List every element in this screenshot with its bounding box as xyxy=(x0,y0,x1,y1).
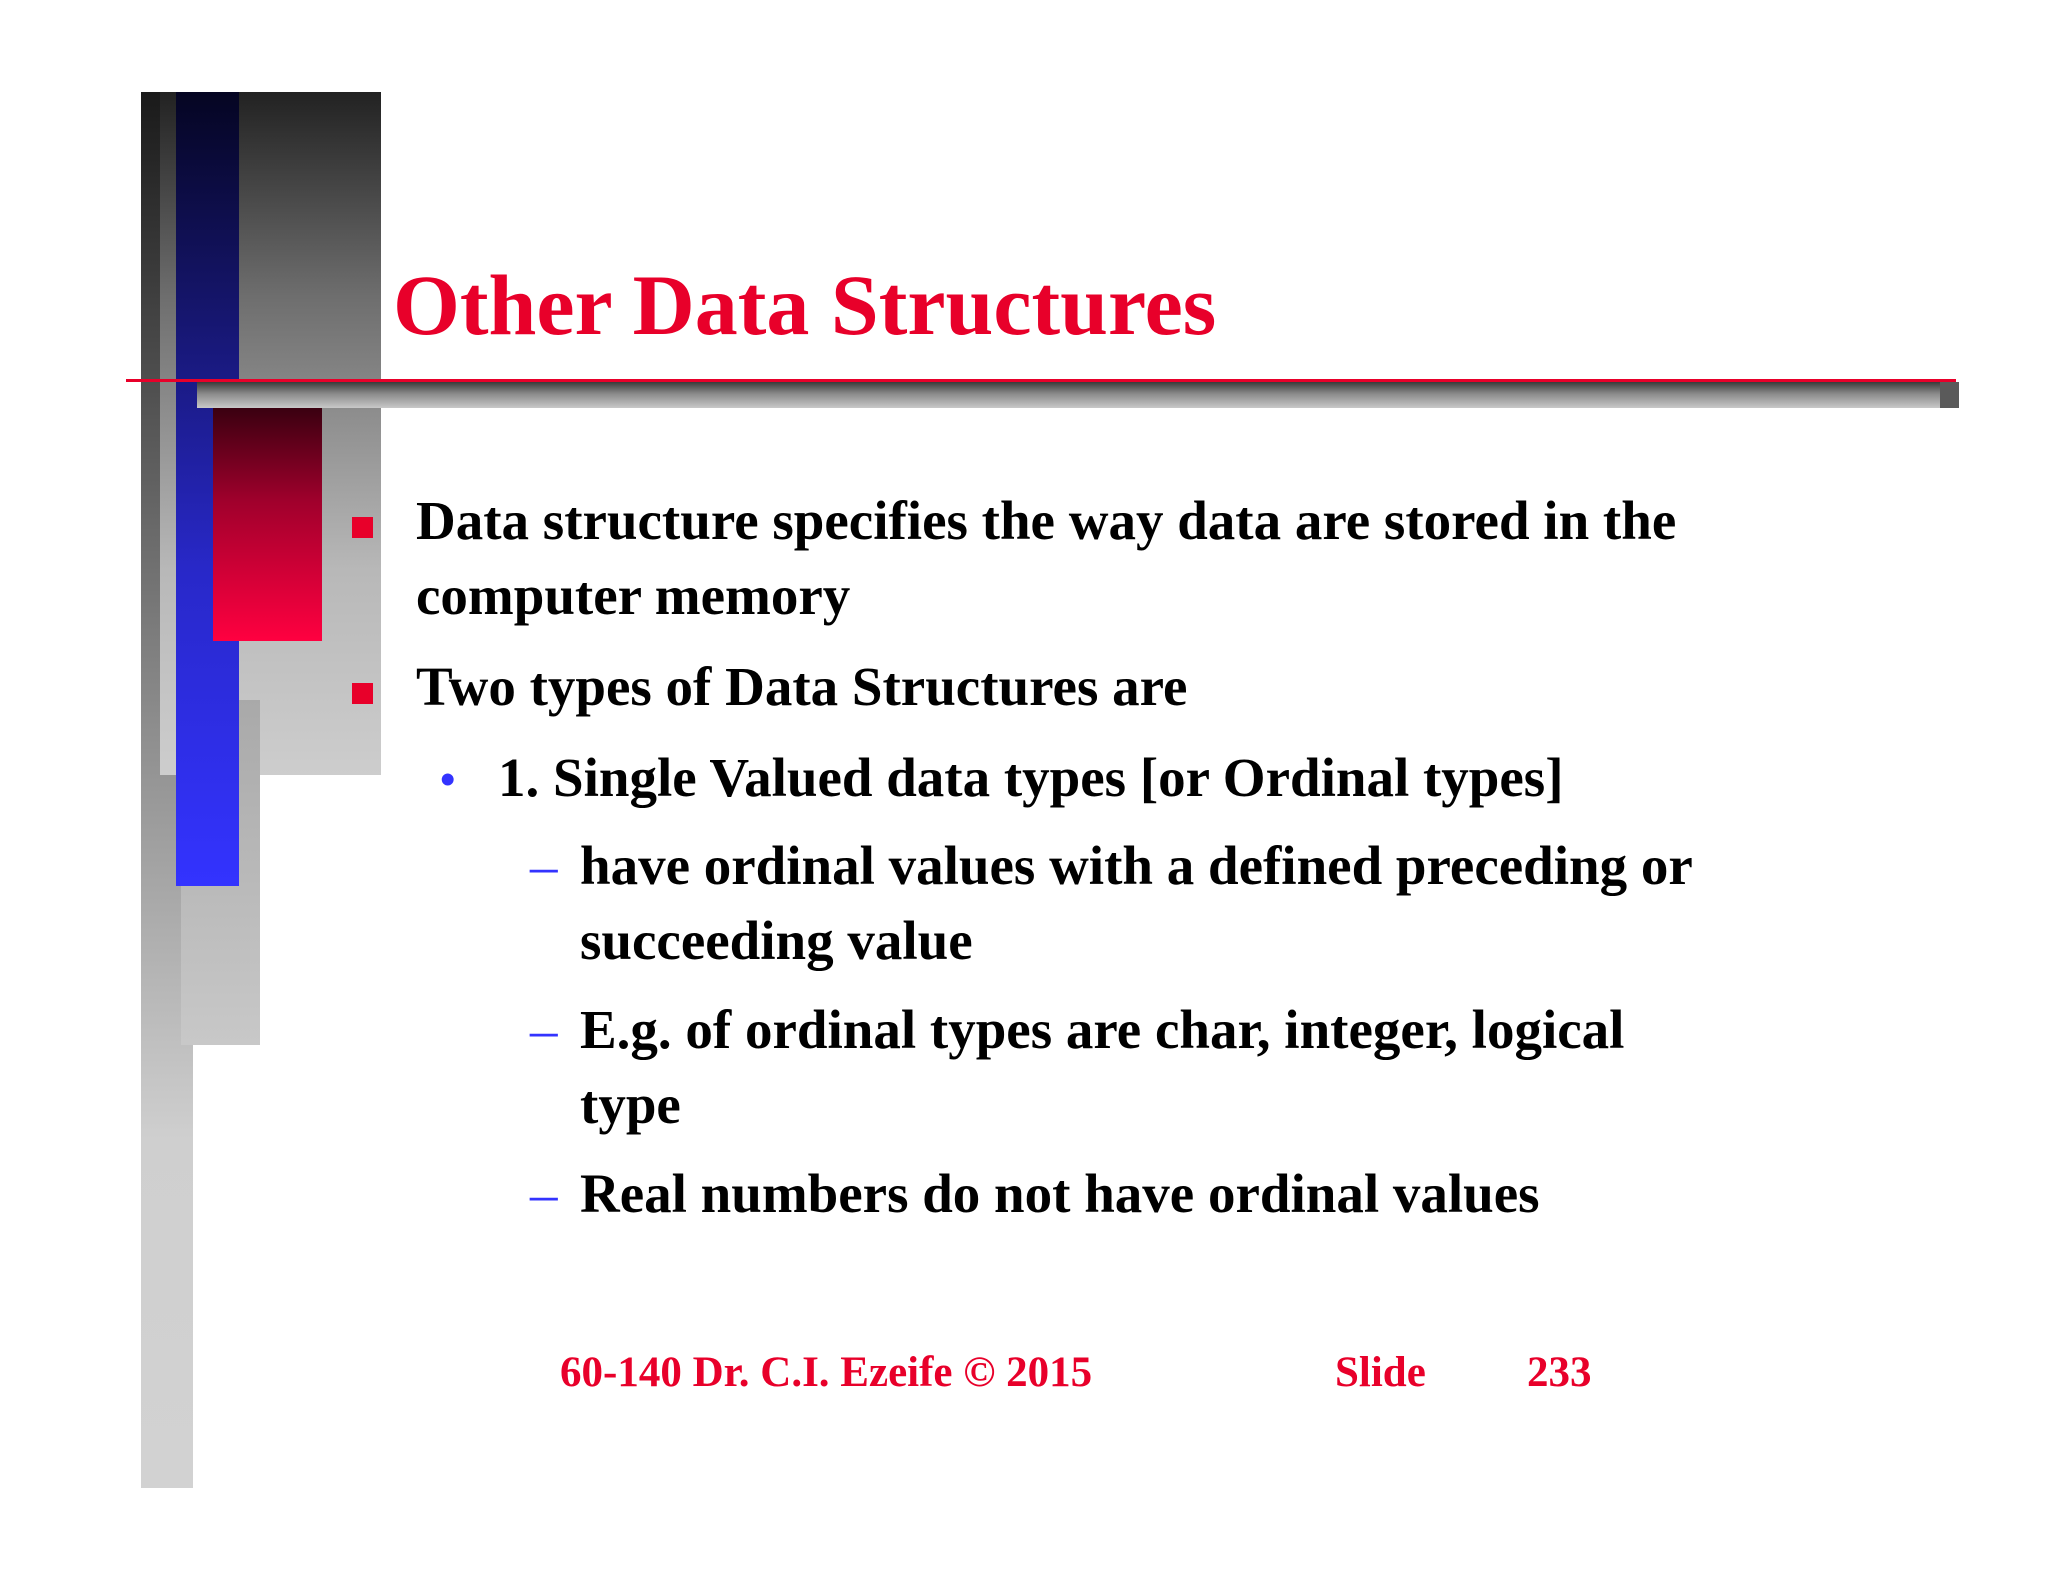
bullet-1-line-1: Data structure specifies the way data are stored in the xyxy=(416,490,1677,551)
bullet-dash-icon: – xyxy=(530,999,558,1060)
sub-bullet-text: 1. Single Valued data types [or Ordinal types] xyxy=(498,747,1564,808)
footer-course-author: 60-140 Dr. C.I. Ezeife © 2015 xyxy=(560,1349,1093,1396)
bullet-2-line-1: Two types of Data Structures are xyxy=(416,656,1188,717)
sub-sub-bullet-2-line-2: type xyxy=(580,1074,681,1135)
decorative-red-block xyxy=(213,408,322,641)
bullet-dash-icon: – xyxy=(530,1163,558,1224)
sub-sub-bullet-1-line-1: have ordinal values with a defined preceding or xyxy=(580,835,1693,896)
title-underline-bar xyxy=(197,382,1959,408)
title-underline-red xyxy=(126,379,1956,382)
bullet-square-icon xyxy=(352,683,373,704)
bullet-dash-icon: – xyxy=(530,835,558,896)
slide-title: Other Data Structures xyxy=(393,257,1217,353)
bullet-square-icon xyxy=(352,517,373,538)
sub-sub-bullet-1-line-2: succeeding value xyxy=(580,910,973,971)
sub-sub-bullet-3-line-1: Real numbers do not have ordinal values xyxy=(580,1163,1540,1224)
footer-slide-number: 233 xyxy=(1527,1349,1592,1396)
bullet-1-line-2: computer memory xyxy=(416,565,851,626)
sub-sub-bullet-2-line-1: E.g. of ordinal types are char, integer, logical xyxy=(580,999,1625,1060)
bullet-dot-icon: • xyxy=(440,755,456,804)
footer-slide-label: Slide xyxy=(1335,1349,1426,1396)
title-underline-shadow xyxy=(1940,382,1959,408)
